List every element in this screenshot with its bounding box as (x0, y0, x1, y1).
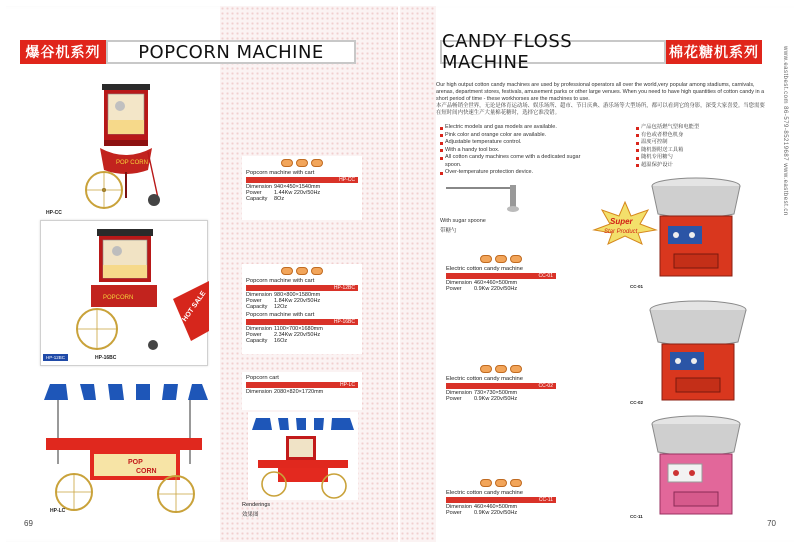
spec-title: Popcorn machine with cart (246, 278, 315, 284)
certification-badges (446, 479, 556, 487)
cert-badge-icon (495, 255, 507, 263)
page-number: 69 (24, 519, 33, 528)
feature-item: Adjustable temperature control. (440, 139, 590, 147)
spec-row: Dimension 980×800×1580mm (246, 292, 321, 298)
spec-code-bar: CC-01 (446, 273, 556, 279)
feature-item: 产品包括燃气型和电能型 (636, 124, 746, 132)
renderings-label-cn: 效果图 (242, 512, 259, 518)
machine-code-label: CC-02 (630, 400, 644, 405)
product-image-hp-lc (36, 378, 212, 520)
spec-row: Power 0.9Kw 220v/50Hz (446, 510, 518, 516)
spec-row: Power 0.9Kw 220v/50Hz (446, 396, 518, 402)
feature-item: All cotton candy machines come with a dedicated sugar spoon. (440, 154, 590, 169)
candy-machine-illustration (648, 298, 748, 408)
cert-badge-icon (510, 365, 522, 373)
feature-list-en (440, 124, 590, 177)
dotted-panel (400, 6, 436, 542)
ce-badge-icon (480, 255, 492, 263)
spec-card-hp-cc (242, 156, 362, 220)
spec-card-cc-01 (442, 252, 560, 296)
svg-text:POPCORN: POPCORN (103, 295, 134, 301)
intro-paragraph (436, 82, 766, 117)
spec-code-bar: CC-02 (446, 383, 556, 389)
feature-item: 有色或者橙色机身 (636, 132, 746, 140)
spec-code-bar: HP-12BC (246, 285, 358, 291)
product-image-hp-cc (42, 72, 170, 216)
section-title-cn: 棉花糖机系列 (666, 40, 762, 64)
spec-row: Dimension 460×460×500mm (446, 280, 518, 286)
spec-card-cc-02 (442, 362, 560, 408)
feature-item: 温度可控制 (636, 139, 746, 147)
cert-badge-icon (495, 479, 507, 487)
spec-row: Capacity 16Oz (246, 338, 288, 344)
spec-code-bar: HP-CC (246, 177, 358, 183)
spec-row: Dimension 940×450×1540mm (246, 184, 321, 190)
left-page (6, 6, 398, 542)
feature-item: With a handy tool box. (440, 147, 590, 155)
cert-badge-icon (311, 159, 323, 167)
hot-sale-text: HOT SALE (181, 290, 208, 324)
cert-badge-icon (510, 479, 522, 487)
section-title-cn: 爆谷机系列 (20, 40, 106, 64)
popcorn-cart-illustration (41, 221, 209, 367)
candy-machine-illustration (646, 176, 746, 286)
feature-item: Over-temperature protection device. (440, 169, 590, 177)
cert-badge-icon (296, 267, 308, 275)
popcorn-stall-illustration (36, 378, 212, 520)
feature-list-cn (636, 124, 746, 169)
svg-text:POP CORN: POP CORN (116, 160, 148, 166)
feature-item: 超温保护设计 (636, 162, 746, 170)
super-star-badge-icon (590, 200, 660, 246)
spec-row: Dimension 730×730×500mm (446, 390, 518, 396)
spec-code-bar: HP-LC (246, 382, 358, 388)
spec-row: Capacity 12Oz (246, 304, 288, 310)
cart-sign-corn: CORN (136, 468, 157, 475)
spec-title: Popcorn machine with cart (246, 170, 315, 176)
product-code-label: HP-16BC (95, 355, 117, 361)
candy-machine-illustration (646, 414, 746, 524)
striped-canopy (44, 384, 208, 400)
cert-badge-icon (311, 267, 323, 275)
spoon-caption-en: With sugar spoone (440, 218, 486, 224)
spec-row: Power 0.9Kw 220v/50Hz (446, 286, 518, 292)
section-title-en: POPCORN MACHINE (106, 40, 356, 64)
machine-cc-11 (646, 414, 746, 524)
feature-item: 随机器附送工具箱 (636, 147, 746, 155)
feature-item: 随机专用糖勺 (636, 154, 746, 162)
product-code-label: HP-LC (50, 508, 66, 514)
left-header (20, 40, 356, 64)
ce-badge-icon (281, 159, 293, 167)
spec-row: Power 2.34Kw 220v/50Hz (246, 332, 321, 338)
spec-card-hp-12bc (242, 264, 362, 354)
machine-code-label: CC-01 (630, 284, 644, 289)
spec-row: Dimension 460×460×500mm (446, 504, 518, 510)
vertical-contact-text: www.eastbest.com 86-579-85219687 www.eastbest.cn (782, 46, 788, 216)
spec-row: Dimension 1100×700×1680mm (246, 326, 323, 332)
cert-badge-icon (495, 365, 507, 373)
machine-code-label: CC-11 (630, 514, 643, 519)
ce-badge-icon (480, 479, 492, 487)
spec-title: Electric cotton candy machine (446, 376, 524, 382)
product-code-label: HP-CC (46, 210, 62, 216)
spec-card-hp-lc (242, 372, 362, 410)
spoon-caption-cn: 带糖勺 (440, 228, 457, 234)
feature-item: Electric models and gas models are available. (440, 124, 590, 132)
certification-badges (246, 159, 358, 167)
spec-code-bar: CC-11 (446, 497, 556, 503)
certification-badges (446, 255, 556, 263)
popcorn-stall-rendering (248, 412, 358, 500)
cart-sign-pop: POP (128, 459, 143, 466)
ce-badge-icon (281, 267, 293, 275)
spec-row: Power 1.84Kw 220v/50Hz (246, 298, 321, 304)
cert-badge-icon (296, 159, 308, 167)
spec-row: Dimension 2080×820×1720mm (246, 389, 324, 395)
super-star-line2: Star Product (604, 229, 638, 235)
spec-row: Capacity 8Oz (246, 196, 285, 202)
intro-en: Our high output cotton candy machines are used by professional operators all over the world,very popular among stadiums, carnivals, arenas, department stores, festivals, amusement parks or other large venues. When you need to have high quantities of cotton candy in a short period of time - these workhorses are the machines to use. (436, 82, 765, 102)
spec-title: Popcorn machine with cart (246, 312, 315, 318)
spec-card-cc-11 (442, 476, 560, 522)
page-number: 70 (767, 519, 776, 528)
ce-badge-icon (480, 365, 492, 373)
certification-badges (446, 365, 556, 373)
renderings-label-en: Renderings (242, 502, 271, 508)
product-image-hp-16bc (40, 220, 208, 366)
spec-code-bar: HP-16BC (246, 319, 358, 325)
intro-cn: 本产品畅销全世界，无论是体育运动场、娱乐场所、超市、节日庆典、游乐场等大型场所，都可以看到它的身影，深受大家喜爱。当您需要在短时间内快速生产大量棉花糖时，选择它准没错。 (436, 103, 765, 116)
model-tag: HP-12BC (43, 354, 68, 361)
machine-cc-01 (646, 176, 746, 286)
right-page (400, 6, 794, 542)
spec-row: Power 1.44Kw 220v/50Hz (246, 190, 321, 196)
section-title-en: CANDY FLOSS MACHINE (440, 40, 666, 64)
cert-badge-icon (510, 255, 522, 263)
spec-title: Electric cotton candy machine (446, 266, 524, 272)
sugar-spoon-icon (442, 184, 532, 214)
spec-title: Electric cotton candy machine (446, 490, 524, 496)
popcorn-cart-illustration (42, 72, 170, 216)
spec-title: Popcorn cart (246, 375, 279, 381)
machine-cc-02 (648, 298, 748, 408)
rendering-image (248, 412, 358, 500)
right-header (440, 31, 762, 73)
feature-item: Pink color and orange color are available. (440, 132, 590, 140)
certification-badges (246, 267, 358, 275)
super-star-line1: Super (610, 217, 633, 226)
